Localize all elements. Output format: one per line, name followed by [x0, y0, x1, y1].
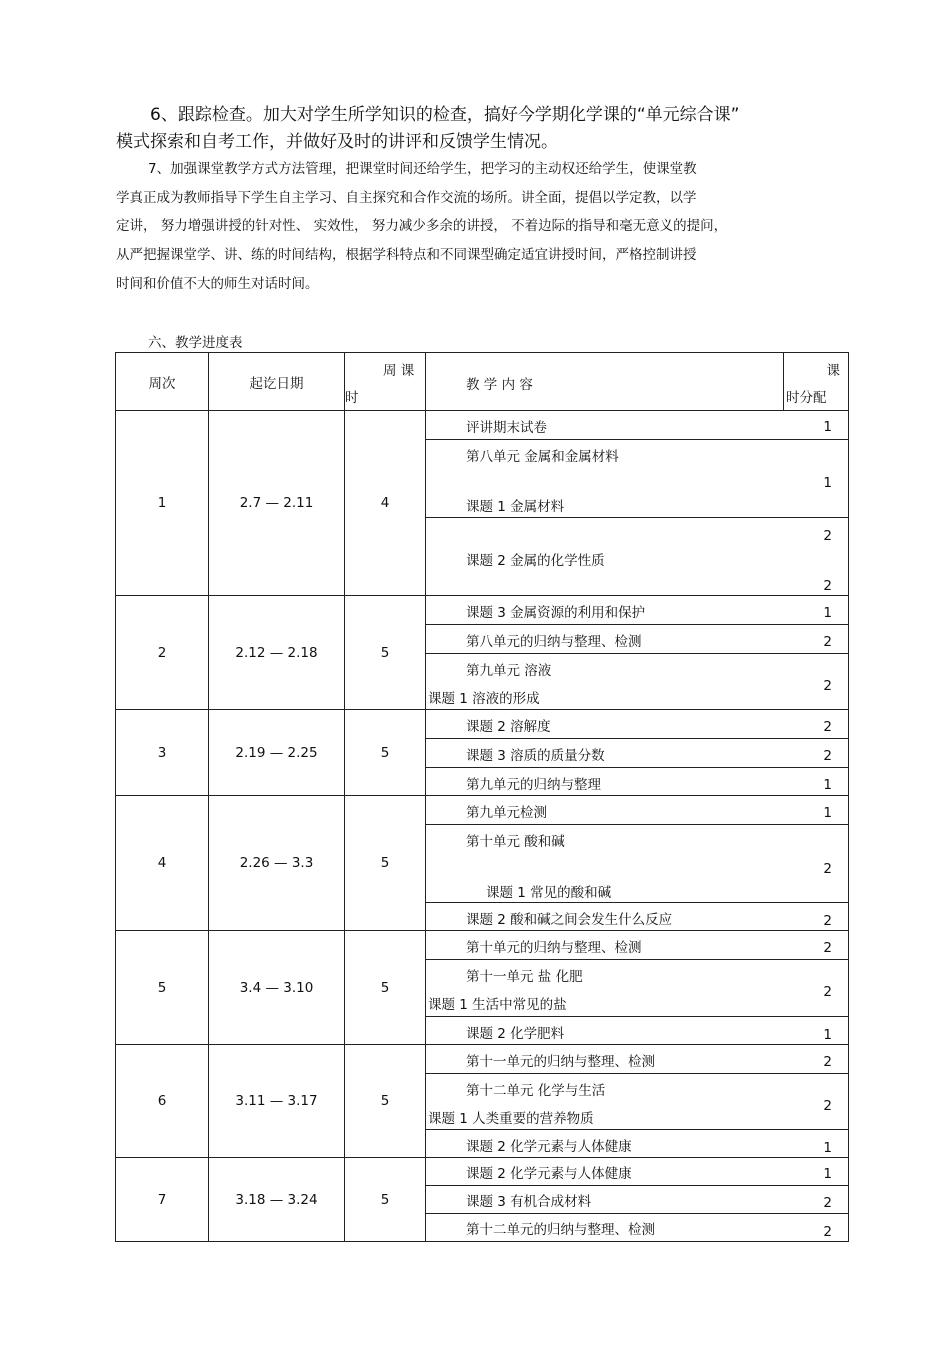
hours-cell: 5	[344, 1157, 426, 1242]
dates-cell: 2.19 — 2.25	[208, 709, 345, 796]
content-row	[425, 1213, 849, 1242]
alloc-value: 2	[823, 578, 832, 594]
content-row	[425, 595, 849, 625]
table-caption: 六、教学进度表	[148, 335, 243, 351]
content-row	[425, 738, 849, 768]
content-row	[425, 1044, 849, 1074]
header-hours-bottom: 时	[345, 390, 359, 406]
content-row	[425, 824, 849, 903]
hours-cell: 4	[344, 410, 426, 596]
content-text: 第十一单元 盐 化肥	[466, 969, 583, 985]
dates-cell: 2.12 — 2.18	[208, 595, 345, 710]
content-text: 第十二单元的归纳与整理、检测	[466, 1222, 655, 1238]
alloc-value: 2	[823, 940, 832, 956]
hours-cell: 5	[344, 709, 426, 796]
header-week: 周次	[115, 352, 209, 411]
dates-cell: 3.4 — 3.10	[208, 930, 345, 1045]
alloc-value: 1	[823, 805, 832, 821]
header-alloc	[783, 352, 849, 411]
dates-cell: 2.26 — 3.3	[208, 795, 345, 931]
alloc-value: 1	[823, 777, 832, 793]
header-content-label: 教 学 内 容	[466, 377, 533, 393]
item7-line1: 7、加强课堂教学方式方法管理，把课堂时间还给学生，把学习的主动权还给学生，使课堂教	[148, 161, 697, 177]
content-text: 课题 2 化学元素与人体健康	[466, 1139, 632, 1155]
content-row	[425, 1185, 849, 1214]
content-row	[425, 767, 849, 796]
content-text: 课题 1 常见的酸和碱	[486, 885, 612, 901]
alloc-value: 2	[823, 634, 832, 650]
content-text: 课题 2 金属的化学性质	[466, 553, 605, 569]
item7-line3: 定讲， 努力增强讲授的针对性、 实效性， 努力减少多余的讲授， 不着边际的指导和毫无意义的提问，	[116, 218, 728, 234]
week-cell: 4	[115, 795, 209, 931]
content-row	[425, 410, 849, 440]
header-alloc-bottom: 时分配	[786, 390, 827, 406]
alloc-value: 2	[823, 1195, 832, 1211]
alloc-value: 2	[823, 678, 832, 694]
alloc-value: 1	[823, 1166, 832, 1182]
content-text: 第十单元 酸和碱	[466, 834, 565, 850]
item6-line1: 6、跟踪检查。加大对学生所学知识的检查，搞好今学期化学课的“单元综合课”	[150, 105, 740, 125]
content-text: 课题 3 溶质的质量分数	[466, 748, 605, 764]
content-row	[425, 709, 849, 739]
content-text: 第九单元检测	[466, 805, 547, 821]
content-row	[425, 1073, 849, 1130]
alloc-value: 2	[823, 748, 832, 764]
week-cell: 7	[115, 1157, 209, 1242]
content-text: 课题 3 有机合成材料	[466, 1194, 592, 1210]
content-text: 课题 2 化学肥料	[466, 1026, 565, 1042]
item6-line2: 模式探索和自考工作，并做好及时的讲评和反馈学生情况。	[116, 132, 558, 152]
alloc-value: 2	[823, 528, 832, 544]
alloc-value: 2	[823, 861, 832, 877]
content-row	[425, 1157, 849, 1186]
alloc-value: 2	[823, 719, 832, 735]
content-text: 第十单元的归纳与整理、检测	[466, 940, 642, 956]
content-row	[425, 653, 849, 710]
item7-line4: 从严把握课堂学、讲、练的时间结构，根据学科特点和不同课型确定适宜讲授时间，严格控制讲授	[116, 247, 697, 263]
week-cell: 3	[115, 709, 209, 796]
alloc-value: 2	[823, 1054, 832, 1070]
content-row	[425, 624, 849, 654]
content-text: 第九单元 溶液	[466, 663, 552, 679]
content-text: 第九单元的归纳与整理	[466, 777, 601, 793]
header-hours	[344, 352, 426, 411]
content-row	[425, 959, 849, 1017]
alloc-value: 1	[823, 419, 832, 435]
dates-cell: 3.11 — 3.17	[208, 1044, 345, 1158]
alloc-value: 2	[823, 984, 832, 1000]
content-text: 课题 2 酸和碱之间会发生什么反应	[466, 912, 673, 928]
schedule-table	[115, 352, 849, 1242]
header-hours-top: 周 课	[383, 363, 415, 379]
week-cell: 6	[115, 1044, 209, 1158]
item7-line5: 时间和价值不大的师生对话时间。	[116, 276, 319, 292]
item7-line2: 学真正成为教师指导下学生自主学习、自主探究和合作交流的场所。讲全面，提倡以学定教，以学	[116, 190, 697, 206]
dates-cell: 2.7 — 2.11	[208, 410, 345, 596]
content-row	[425, 1016, 849, 1045]
dates-cell: 3.18 — 3.24	[208, 1157, 345, 1242]
alloc-value: 1	[823, 605, 832, 621]
content-row	[425, 930, 849, 960]
week-cell: 5	[115, 930, 209, 1045]
content-row	[425, 1129, 849, 1158]
content-text: 第十二单元 化学与生活	[466, 1083, 606, 1099]
content-text: 评讲期末试卷	[466, 420, 547, 436]
hours-cell: 5	[344, 1044, 426, 1158]
week-cell: 2	[115, 595, 209, 710]
content-row	[425, 902, 849, 931]
alloc-value: 1	[823, 475, 832, 491]
content-text: 课题 2 化学元素与人体健康	[466, 1166, 632, 1182]
content-row	[425, 439, 849, 518]
alloc-value: 2	[823, 1098, 832, 1114]
alloc-value: 2	[823, 1224, 832, 1240]
hours-cell: 5	[344, 930, 426, 1045]
hours-cell: 5	[344, 595, 426, 710]
content-text: 课题 1 生活中常见的盐	[428, 997, 567, 1013]
content-row	[425, 795, 849, 825]
alloc-value: 1	[823, 1140, 832, 1156]
alloc-value: 1	[823, 1027, 832, 1043]
content-text: 课题 1 金属材料	[466, 499, 565, 515]
content-text: 第八单元的归纳与整理、检测	[466, 634, 642, 650]
header-content	[425, 352, 784, 411]
content-text: 课题 1 人类重要的营养物质	[428, 1111, 594, 1127]
content-text: 课题 3 金属资源的利用和保护	[466, 605, 646, 621]
week-cell: 1	[115, 410, 209, 596]
content-text: 第十一单元的归纳与整理、检测	[466, 1054, 655, 1070]
content-text: 第八单元 金属和金属材料	[466, 449, 619, 465]
header-dates: 起讫日期	[208, 352, 345, 411]
hours-cell: 5	[344, 795, 426, 931]
alloc-value: 2	[823, 913, 832, 929]
content-row	[425, 517, 849, 596]
content-text: 课题 1 溶液的形成	[428, 691, 540, 707]
header-alloc-top: 课	[826, 363, 840, 379]
content-text: 课题 2 溶解度	[466, 719, 551, 735]
